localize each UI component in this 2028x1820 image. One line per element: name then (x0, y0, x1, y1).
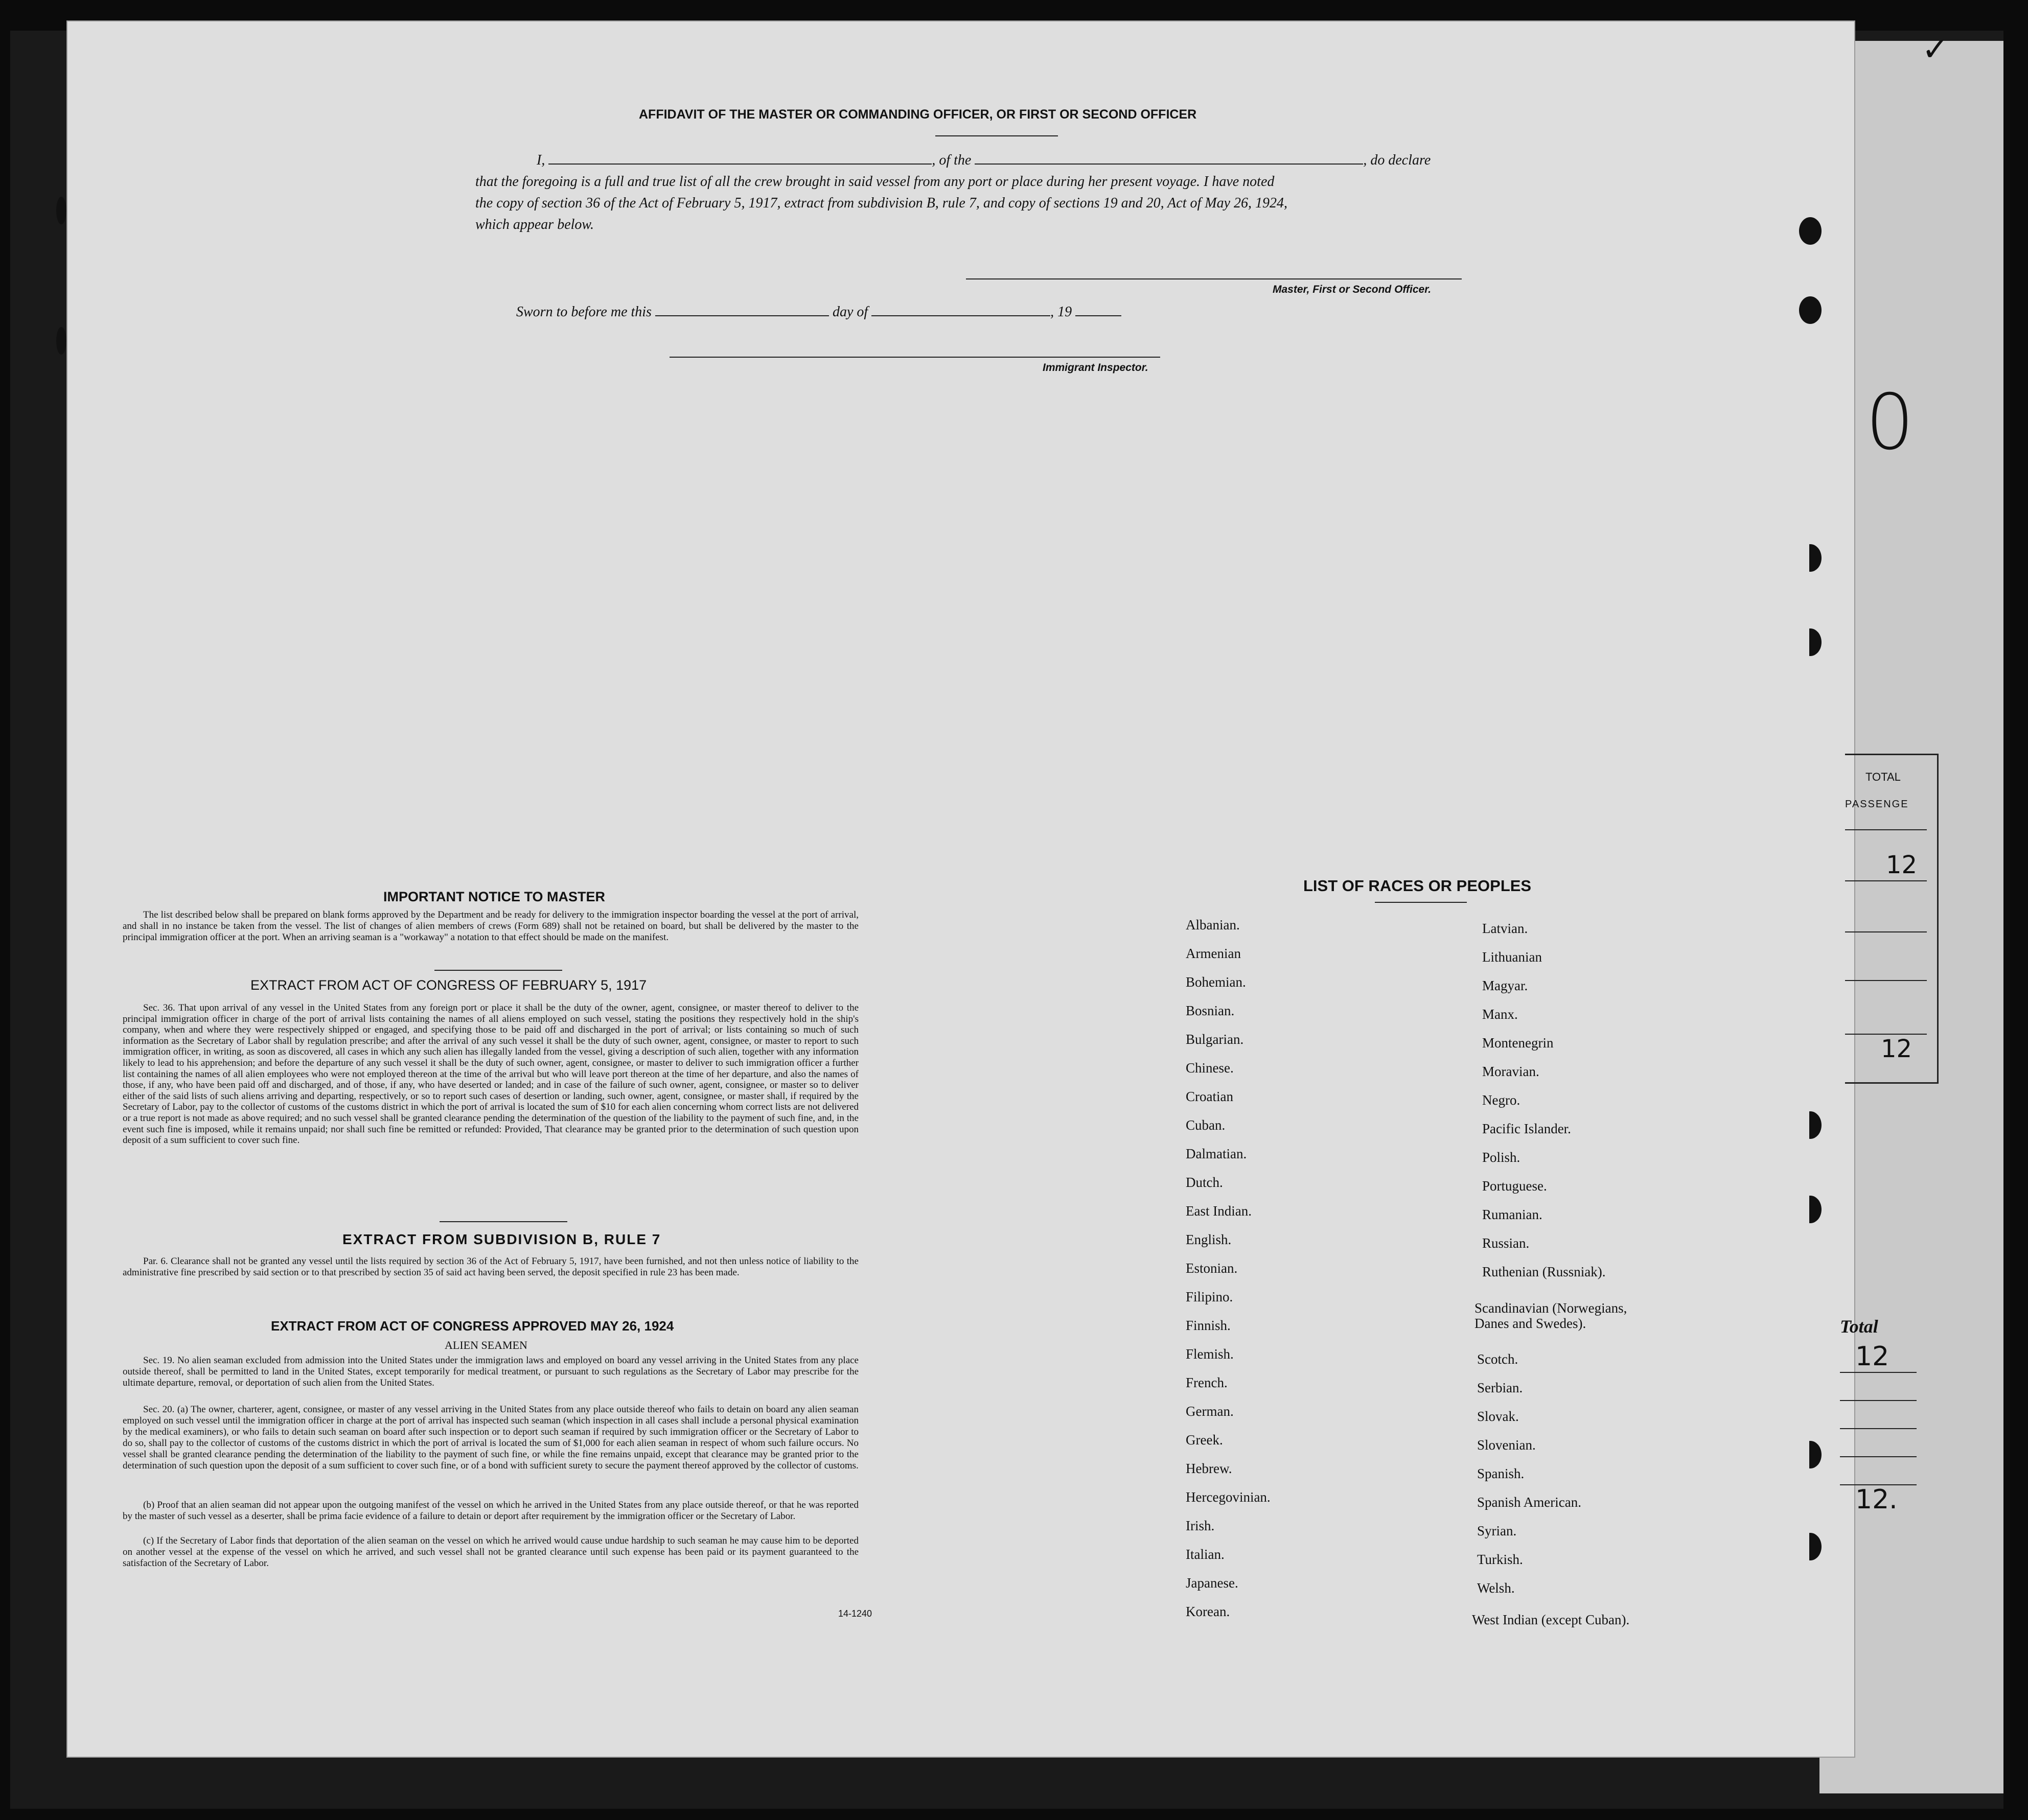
row-line (1845, 980, 1927, 981)
sworn-prefix: Sworn to before me this (516, 304, 652, 320)
total-label-2: Total (1840, 1316, 1878, 1337)
race-item: German. (1186, 1404, 1234, 1419)
inspector-line (670, 357, 1160, 358)
race-item: Hebrew. (1186, 1461, 1232, 1476)
binder-hole (1799, 1533, 1822, 1560)
race-item: Latvian. (1482, 921, 1528, 936)
row-line (1840, 1456, 1917, 1457)
inspector-label: Immigrant Inspector. (1043, 362, 1148, 374)
race-item: Scandinavian (Norwegians, Danes and Swedes). (1474, 1300, 1627, 1331)
race-item: Estonian. (1186, 1261, 1238, 1276)
sec-20c: (c) If the Secretary of Labor finds that deportation of the alien seaman on the vessel on which he arrived would cause undue hardship to such seaman he may cause him to be deported on another vessel at the expense of the vessel on which he arrived, and such vessel shall not be granted clearance until such expense has been paid or its payment guaranteed to the satisfaction of the Secretary of Labor. (123, 1535, 859, 1569)
race-item: Serbian. (1477, 1380, 1523, 1395)
race-item: Armenian (1186, 946, 1241, 961)
race-item: Italian. (1186, 1547, 1225, 1562)
race-item: English. (1186, 1232, 1232, 1247)
race-item: Spanish. (1477, 1466, 1525, 1481)
extract-1924-title: EXTRACT FROM ACT OF CONGRESS APPROVED MAY 26, 1924 (271, 1318, 674, 1334)
race-item: Filipino. (1186, 1289, 1233, 1304)
extract-1917-title: EXTRACT FROM ACT OF CONGRESS OF FEBRUARY 5, 1917 (250, 977, 647, 993)
extract-1924-subtitle: ALIEN SEAMEN (445, 1339, 527, 1351)
race-item: Lithuanian (1482, 949, 1542, 965)
affidavit-line-4: which appear below. (475, 217, 594, 232)
sec-19: Sec. 19. No alien seaman excluded from admission into the United States under the immigration laws and employed on board any vessel arriving in the United States from any place outside thereof, shall be permitted to land in the United States, except temporarily for medical treatment, or pursuant to such regulations as the Secretary of Labor may prescribe for the ultimate departure, removal, or deportation of such alien from the United States. (123, 1355, 859, 1388)
binder-hole (1799, 1196, 1822, 1223)
affidavit-line-3: the copy of section 36 of the Act of February 5, 1917, extract from subdivision B, rule 7, and copy of sections 19 and 20, Act of May 26, 1924, (475, 195, 1288, 211)
affidavit-do-declare: , do declare (1363, 152, 1431, 168)
race-item: Moravian. (1482, 1064, 1539, 1079)
race-item: Russian. (1482, 1235, 1530, 1251)
race-item: Hercegovinian. (1186, 1489, 1271, 1505)
race-item: Greek. (1186, 1432, 1223, 1448)
row-line (1840, 1428, 1917, 1429)
race-item: Montenegrin (1482, 1035, 1554, 1051)
affidavit-of-the: , of the (932, 152, 972, 168)
race-item: Slovenian. (1477, 1437, 1536, 1453)
handwritten-zero: 0 (1865, 378, 1915, 467)
race-item: Turkish. (1477, 1552, 1523, 1567)
divider (1375, 902, 1467, 903)
race-item: Slovak. (1477, 1409, 1519, 1424)
binder-hole (1799, 1441, 1822, 1468)
document-page (66, 20, 1855, 1758)
race-item: Scotch. (1477, 1351, 1518, 1367)
race-item: Manx. (1482, 1007, 1518, 1022)
sec-20b: (b) Proof that an alien seaman did not appear upon the outgoing manifest of the vessel on which he arrived in the United States from any place outside thereof, or that he was reported by the master of such vessel as a deserter, shall be prima facie evidence of a failure to detain or deport after requirement by the immigration officer or the Secretary of Labor. (123, 1500, 859, 1522)
handwritten-count: 12 (1855, 1341, 1889, 1372)
race-item: Chinese. (1186, 1060, 1234, 1076)
extract-1917-body: Sec. 36. That upon arrival of any vessel in the United States from any foreign port or place it shall be the duty of the owner, agent, consignee, or master thereof to deliver to the principal immigration officer in charge of the port of arrival lists containing the names of all aliens employed on such vessel, stating the positions they respectively hold in the ship's company, when and where they were respectively shipped or engaged, and specifying those to be paid off and discharged in the port of arrival; or lists containing so much of such information as the Secretary of Labor shall by regulation prescribe; and after the arrival of any such vessel it shall be the duty of such owner, agent, consignee, or master to report to such immigration officer, in writing, as soon as discovered, all cases in which any such alien has illegally landed from the vessel, giving a description of such alien, together with any information likely to lead to his apprehension; and before the departure of any such vessel it shall be the duty of such owner, agent, consignee, or master to deliver to such immigration officer a further list containing the names of all alien employees who were not employed thereon at the time of the arrival but who will leave port thereon at the time of her departure, and also the names of those, if any, who have been paid off and discharged, and of those, if any, who have deserted or landed; and in case of the failure of such owner, agent, consignee, or master so to deliver either of the said lists of such aliens arriving and departing, respectively, or so to report such cases of desertion or landing, such owner, agent, consignee, or master shall, if required by the Secretary of Labor, pay to the collector of customs of the customs district in which the port of arrival is located the sum of $10 for each alien concerning whom correct lists are not delivered or a true report is not made as above required; and no such vessel shall be granted clearance pending the determination of the question of the liability to the payment of such fine, and, in the event such fine is imposed, while it remains unpaid; nor shall such fine be remitted or refunded: Provided, That clearance may be granted prior to the determination of such question upon deposit of a sum sufficient to cover such fine. (123, 1002, 859, 1146)
race-item: Flemish. (1186, 1346, 1234, 1362)
race-item: Rumanian. (1482, 1207, 1542, 1222)
name-blank (548, 164, 932, 165)
race-item: Bohemian. (1186, 974, 1246, 990)
race-item: Welsh. (1477, 1580, 1515, 1596)
day-blank (655, 315, 829, 316)
divider (434, 970, 562, 971)
race-item: Dalmatian. (1186, 1146, 1247, 1161)
binder-hole (1799, 1111, 1822, 1139)
divider (935, 135, 1058, 136)
race-item: West Indian (except Cuban). (1472, 1612, 1630, 1627)
race-item: Negro. (1482, 1092, 1520, 1108)
row-line (1845, 880, 1927, 881)
row-line (1840, 1372, 1917, 1373)
extract-rule7-title: EXTRACT FROM SUBDIVISION B, RULE 7 (342, 1231, 661, 1247)
race-item: Spanish American. (1477, 1495, 1581, 1510)
divider (440, 1221, 567, 1222)
race-item: Irish. (1186, 1518, 1215, 1533)
binder-hole (1799, 217, 1822, 245)
race-item: Finnish. (1186, 1318, 1231, 1333)
signature-line (966, 278, 1462, 279)
race-item: Syrian. (1477, 1523, 1517, 1538)
affidavit-line-1 (537, 152, 1533, 169)
sworn-line (516, 304, 1121, 320)
affidavit-line-2: that the foregoing is a full and true list of all the crew brought in said vessel from any port or place during her present voyage. I have noted (475, 174, 1275, 190)
race-item: Polish. (1482, 1150, 1520, 1165)
extract-rule7-body: Par. 6. Clearance shall not be granted any vessel until the lists required by section 36 of the Act of February 5, 1917, have been furnished, and not then unless notice of liability to the administrative fine prescribed by said section or to that prescribed by section 35 of said act having been served, the deposit specified in rule 23 has been made. (123, 1256, 859, 1278)
year-blank (1075, 315, 1121, 316)
race-item: Bulgarian. (1186, 1032, 1244, 1047)
race-item: Bosnian. (1186, 1003, 1235, 1018)
form-number: 14-1240 (838, 1608, 872, 1619)
race-item: Albanian. (1186, 917, 1240, 932)
row-line (1845, 829, 1927, 830)
binder-hole (1799, 544, 1822, 572)
race-item: Pacific Islander. (1482, 1121, 1571, 1136)
month-blank (871, 315, 1050, 316)
notice-body: The list described below shall be prepared on blank forms approved by the Department and be ready for delivery to the immigration inspector boarding the vessel at the port of arrival, and shall in no instance be taken from the vessel. The list of changes of alien members of crews (Form 689) shall not be retained on board, but shall be delivered by the master to the principal immigration officer at the port. When an arriving seaman is a "workaway" a notation to that effect should be made on the manifest. (123, 909, 859, 943)
race-item: Magyar. (1482, 978, 1528, 993)
affidavit-i: I, (537, 152, 545, 168)
handwritten-count: 12. (1855, 1484, 1898, 1515)
signature-label: Master, First or Second Officer. (1273, 284, 1432, 295)
race-item: Portuguese. (1482, 1178, 1547, 1194)
total-label: TOTAL (1865, 771, 1901, 783)
affidavit-title: AFFIDAVIT OF THE MASTER OR COMMANDING OFFICER, OR FIRST OR SECOND OFFICER (639, 107, 1197, 122)
race-item: French. (1186, 1375, 1228, 1390)
binder-hole (56, 197, 66, 224)
sec-20a: Sec. 20. (a) The owner, charterer, agent, consignee, or master of any vessel arriving in the United States from any place outside thereof who fails to detain on board any alien seaman employed on such vessel until the immigration officer in charge at the port of arrival has inspected such seaman (which inspection in all cases shall include a personal physical examination by the medical examiners), or who fails to detain such seaman on board after such inspection or to deport such seaman if required by such immigration officer or the Secretary of Labor to do so, shall pay to the collector of customs of the customs district in which the port of arrival is located the sum of $1,000 for each alien seaman in respect of whom such failure occurs. No vessel shall be granted clearance pending the determination of the liability to the payment of such fine, or while the fine remains unpaid, except that clearance may be granted prior to the determination of such question upon the deposit of a sum sufficient to cover such fine, or of a bond with sufficient surety to secure the payment thereof approved by the collector of customs. (123, 1404, 859, 1471)
binder-hole (1799, 628, 1822, 656)
passengers-label: PASSENGE (1845, 799, 1909, 810)
race-item: Dutch. (1186, 1175, 1223, 1190)
check-mark: ✓ (1922, 31, 1949, 68)
races-title: LIST OF RACES OR PEOPLES (1303, 877, 1532, 895)
race-item: Croatian (1186, 1089, 1233, 1104)
race-item: Ruthenian (Russniak). (1482, 1264, 1606, 1279)
row-line (1845, 931, 1927, 932)
race-item: Japanese. (1186, 1575, 1238, 1591)
binder-hole (56, 327, 66, 355)
race-item: Korean. (1186, 1604, 1230, 1619)
sworn-year: , 19 (1050, 304, 1072, 320)
vessel-blank (975, 164, 1363, 165)
race-item: East Indian. (1186, 1203, 1252, 1219)
row-line (1840, 1400, 1917, 1401)
race-item: Cuban. (1186, 1117, 1226, 1133)
notice-title: IMPORTANT NOTICE TO MASTER (383, 889, 605, 904)
binder-hole (1799, 296, 1822, 324)
handwritten-count: 12 (1886, 851, 1918, 879)
sworn-day-of: day of (832, 304, 868, 320)
handwritten-count: 12 (1881, 1035, 1912, 1063)
